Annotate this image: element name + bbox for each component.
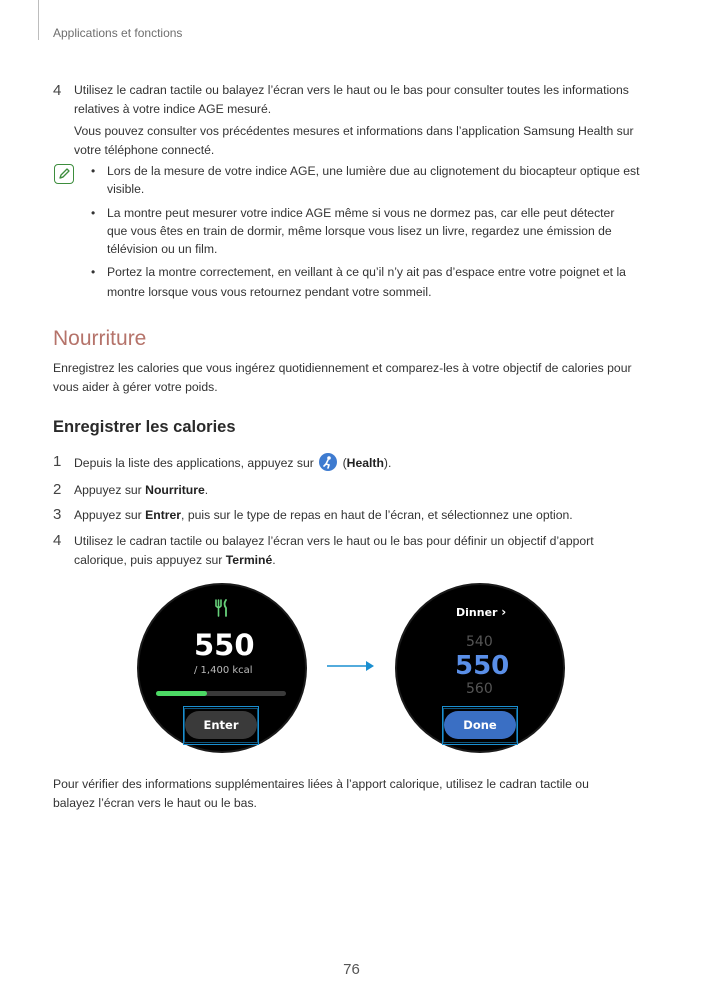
- bullet-dot: •: [91, 206, 96, 220]
- step-4-after: .: [272, 553, 276, 567]
- step-3-bold: Entrer: [145, 508, 182, 522]
- intro-step-line-3: Vous pouvez consulter vos précédentes mesures et informations dans l’application Samsung Health sur: [74, 124, 634, 138]
- step-number: 2: [53, 481, 62, 498]
- calorie-value: 550: [194, 628, 255, 662]
- picker-current-value[interactable]: 550: [455, 651, 510, 681]
- calorie-progress-fill: [156, 691, 207, 696]
- step-2-bold: Nourriture: [145, 483, 205, 497]
- fork-knife-icon: [213, 598, 231, 618]
- header-rule: [38, 0, 39, 40]
- meal-type-text: Dinner: [456, 606, 498, 619]
- step-4-bold: Terminé: [225, 553, 273, 567]
- step-4-line2-before: calorique, puis appuyez sur: [74, 553, 226, 567]
- arrow-right-icon: [326, 659, 376, 673]
- section-title: Nourriture: [53, 327, 147, 350]
- chevron-right-icon: ›: [501, 605, 507, 619]
- subsection-title: Enregistrer les calories: [53, 418, 236, 436]
- health-app-icon: [319, 453, 337, 471]
- note-1-line-2: visible.: [107, 182, 145, 196]
- section-intro-line-1: Enregistrez les calories que vous ingérez quotidiennement et comparez-les à votre objectif de calories pour: [53, 361, 632, 375]
- step-2-text: [74, 481, 208, 500]
- note-2-line-3: télévision ou un film.: [107, 242, 218, 256]
- bullet-dot: •: [91, 265, 96, 279]
- step-3-after: , puis sur le type de repas en haut de l’écran, et sélectionnez une option.: [181, 508, 573, 522]
- enter-button[interactable]: Enter: [185, 711, 257, 739]
- step-4-line-2: [74, 551, 276, 570]
- step-number: 3: [53, 506, 62, 523]
- note-2-line-1: La montre peut mesurer votre indice AGE même si vous ne dormez pas, car elle peut détecter: [107, 206, 615, 220]
- note-1-line-1: Lors de la mesure de votre indice AGE, une lumière due au clignotement du biocapteur optique est: [107, 164, 640, 178]
- step-1-before: Depuis la liste des applications, appuyez sur: [74, 456, 314, 470]
- intro-step-line-2: relatives à votre indice AGE mesuré.: [74, 102, 272, 116]
- step-4-line-1: Utilisez le cadran tactile ou balayez l’écran vers le haut ou le bas pour définir un objectif d’apport: [74, 534, 594, 548]
- step-3-before: Appuyez sur: [74, 508, 146, 522]
- calorie-goal: / 1,400 kcal: [194, 665, 253, 676]
- step-number: 4: [53, 82, 62, 99]
- section-intro-line-2: vous aider à gérer votre poids.: [53, 380, 218, 394]
- meal-type-label[interactable]: [456, 605, 506, 619]
- intro-step-line-4: votre téléphone connecté.: [74, 143, 215, 157]
- step-number: 4: [53, 532, 62, 549]
- step-2-before: Appuyez sur: [74, 483, 146, 497]
- bullet-dot: •: [91, 164, 96, 178]
- running-header: Applications et fonctions: [53, 26, 183, 40]
- picker-next-value: 560: [466, 681, 493, 697]
- intro-step-line-1: Utilisez le cadran tactile ou balayez l’écran vers le haut ou le bas pour consulter toutes les informations: [74, 83, 629, 97]
- step-number: 1: [53, 453, 62, 470]
- step-1-after: ).: [383, 456, 392, 470]
- step-1-paren: (: [339, 456, 347, 470]
- done-highlight-inner: [443, 708, 517, 743]
- calorie-progress-track: [156, 691, 286, 696]
- step-1-text: [74, 453, 391, 473]
- note-3-line-2: montre lorsque vous vous retournez pendant votre sommeil.: [107, 285, 432, 299]
- step-1-bold: Health: [346, 456, 384, 470]
- note-pencil-icon: [54, 164, 74, 184]
- footer-line-2: balayez l’écran vers le haut ou le bas.: [53, 796, 257, 810]
- enter-highlight-inner: [184, 708, 258, 743]
- done-button[interactable]: Done: [444, 711, 516, 739]
- step-2-after: .: [204, 483, 209, 497]
- page-number: 76: [343, 961, 360, 978]
- step-3-text: [74, 506, 573, 525]
- note-2-line-2: que vous êtes en train de dormir, même lorsque vous lisez un livre, regardez une émission de: [107, 224, 612, 238]
- footer-line-1: Pour vérifier des informations supplémentaires liées à l’apport calorique, utilisez le cadran tactile ou: [53, 777, 589, 791]
- picker-prev-value: 540: [466, 634, 493, 650]
- note-3-line-1: Portez la montre correctement, en veillant à ce qu’il n’y ait pas d’espace entre votre poignet et la: [107, 265, 626, 279]
